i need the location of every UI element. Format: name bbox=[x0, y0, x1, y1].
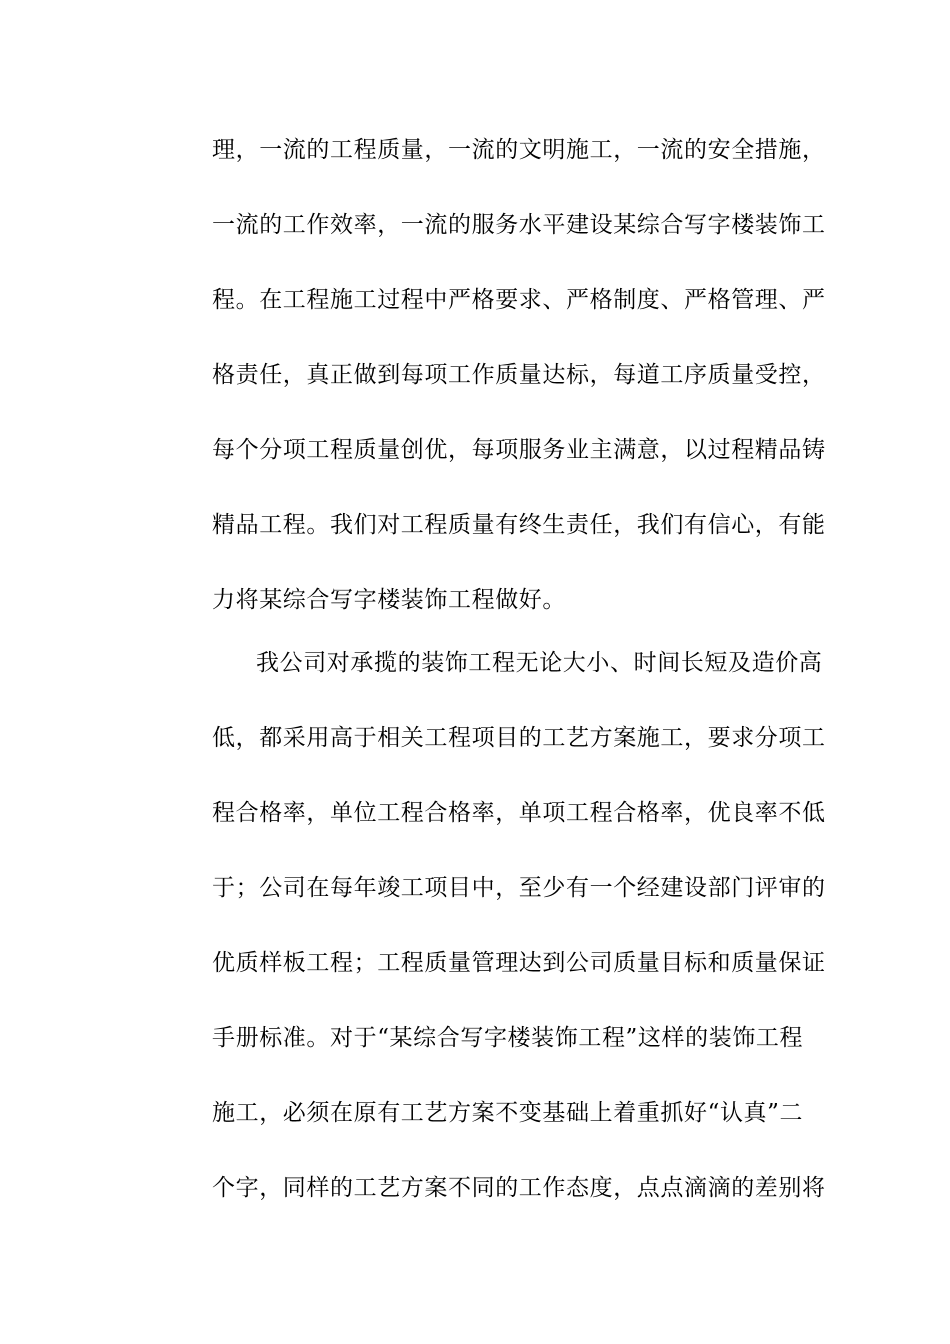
text-line-2: 一流的工作效率，一流的服务水平建设某综合写字楼装饰工 bbox=[212, 212, 826, 238]
text-line-6: 精品工程。我们对工程质量有终生责任，我们有信心，有能 bbox=[212, 512, 826, 538]
text-line-9: 低，都采用高于相关工程项目的工艺方案施工，要求分项工 bbox=[212, 725, 826, 751]
text-line-1: 理，一流的工程质量，一流的文明施工，一流的安全措施， bbox=[212, 137, 826, 163]
text-line-8: 我公司对承揽的装饰工程无论大小、时间长短及造价高 bbox=[256, 650, 823, 676]
text-line-11: 于；公司在每年竣工项目中，至少有一个经建设部门评审的 bbox=[212, 875, 826, 901]
text-line-12: 优质样板工程；工程质量管理达到公司质量目标和质量保证 bbox=[212, 950, 826, 976]
text-line-3: 程。在工程施工过程中严格要求、严格制度、严格管理、严 bbox=[212, 287, 826, 313]
text-line-7: 力将某综合写字楼装饰工程做好。 bbox=[212, 587, 566, 613]
text-line-5: 每个分项工程质量创优，每项服务业主满意，以过程精品铸 bbox=[212, 437, 826, 463]
text-line-13: 手册标准。对于“某综合写字楼装饰工程”这样的装饰工程 bbox=[212, 1025, 804, 1051]
text-line-15: 个字，同样的工艺方案不同的工作态度，点点滴滴的差别将 bbox=[212, 1175, 826, 1201]
text-line-4: 格责任，真正做到每项工作质量达标，每道工序质量受控， bbox=[212, 362, 826, 388]
text-line-14: 施工，必须在原有工艺方案不变基础上着重抓好“认真”二 bbox=[212, 1100, 804, 1126]
text-line-10: 程合格率，单位工程合格率，单项工程合格率，优良率不低 bbox=[212, 800, 826, 826]
